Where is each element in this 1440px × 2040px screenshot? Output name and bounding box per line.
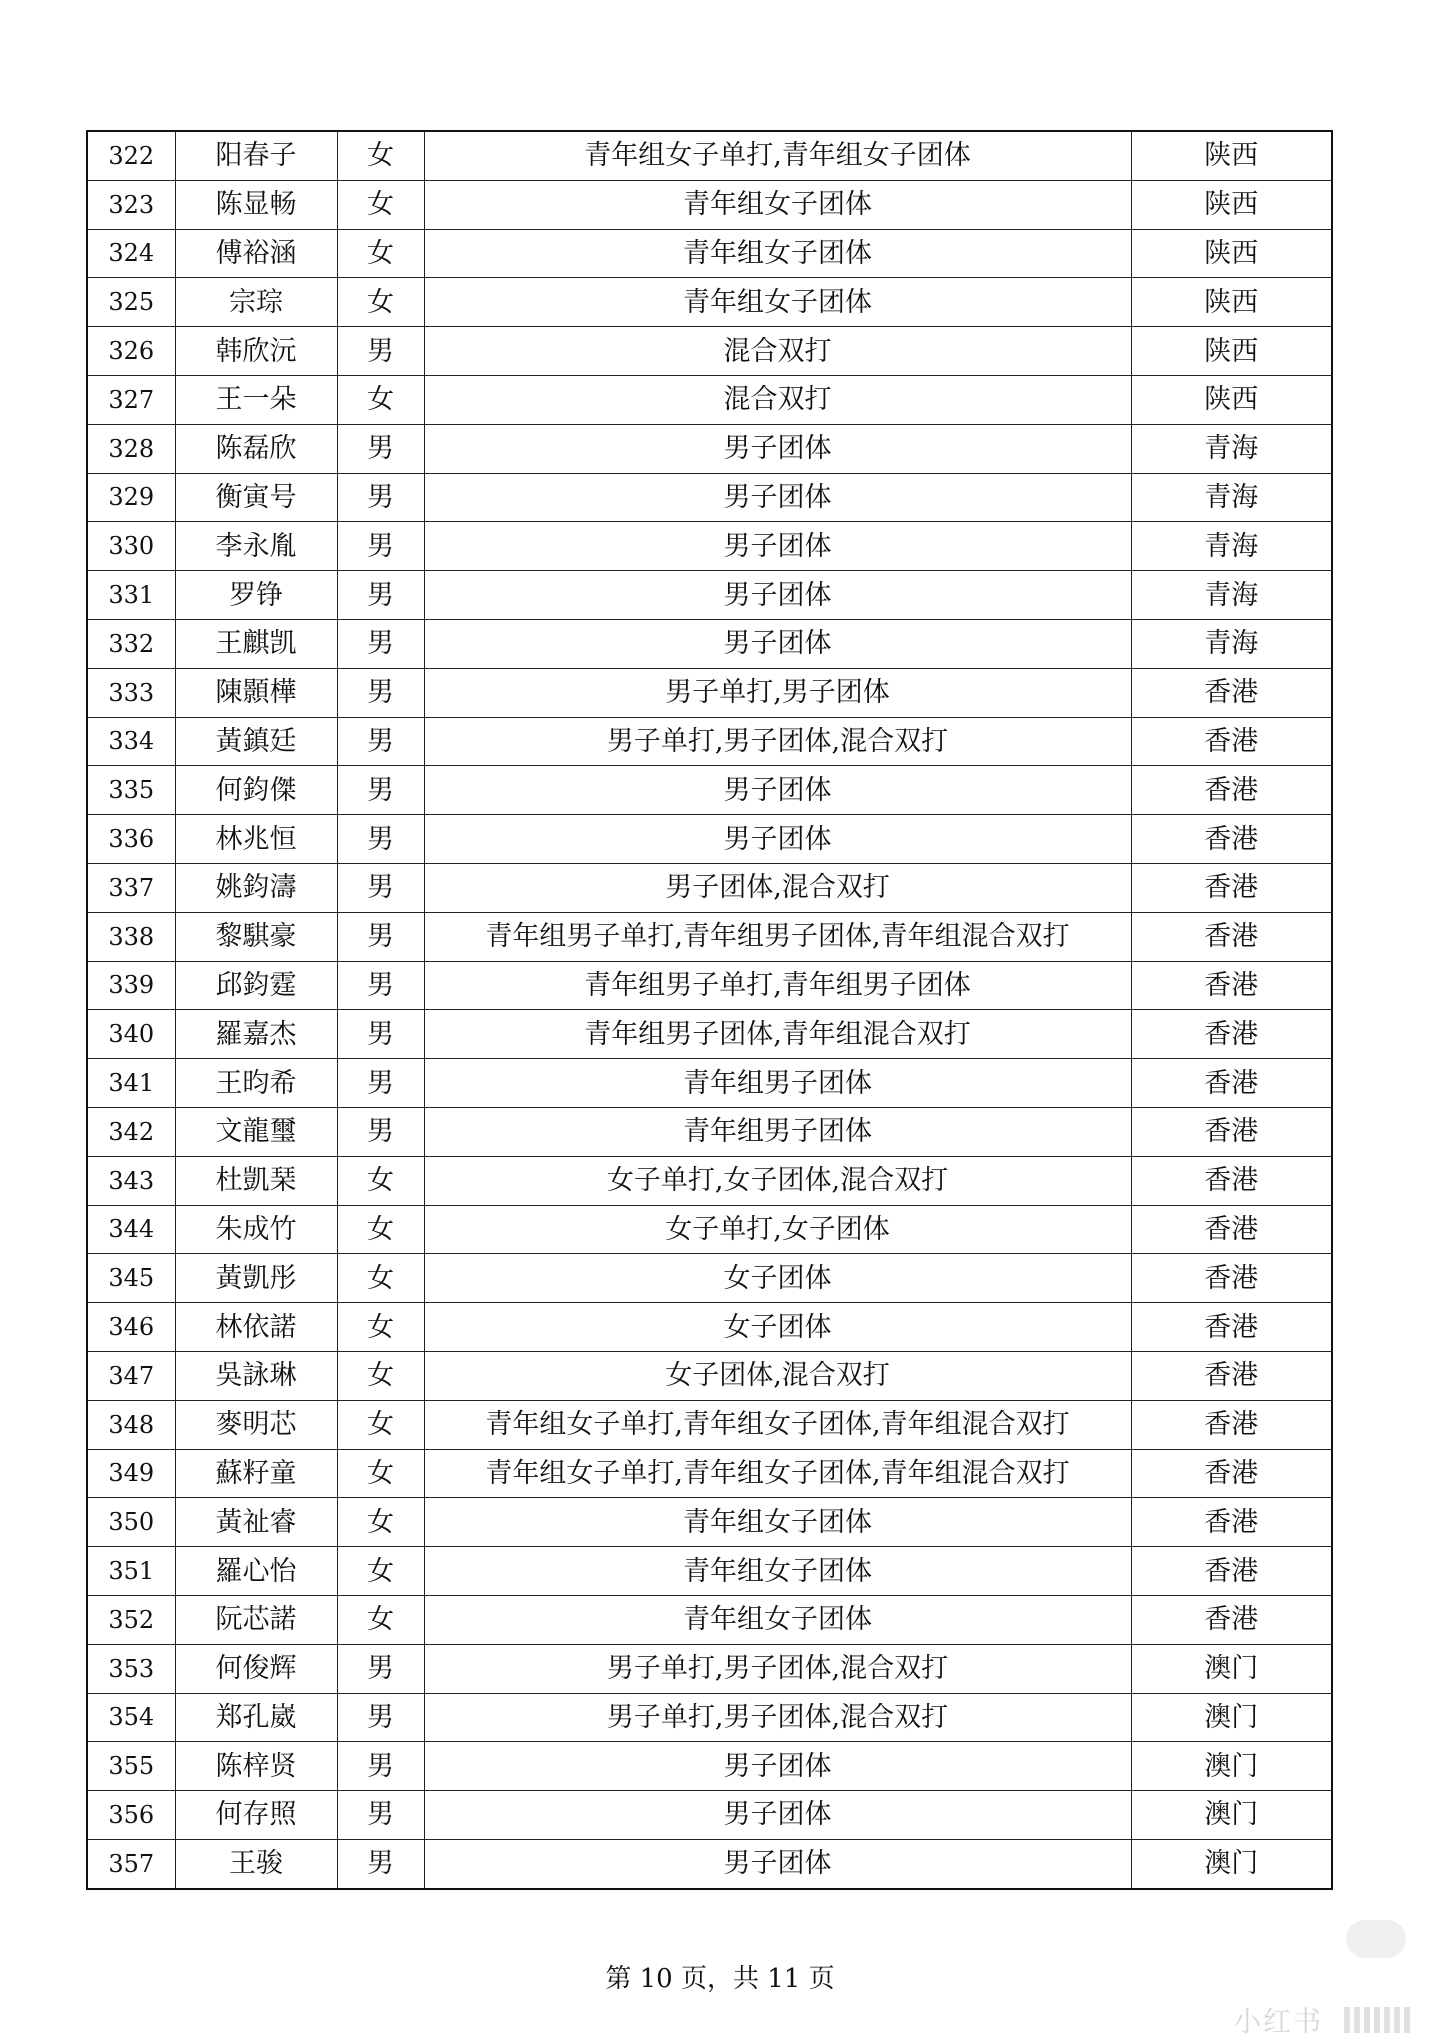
player-events: 男子团体 (424, 522, 1131, 571)
player-region: 香港 (1131, 766, 1332, 815)
row-number: 344 (87, 1205, 175, 1254)
row-number: 326 (87, 327, 175, 376)
player-events: 青年组女子团体 (424, 278, 1131, 327)
row-number: 352 (87, 1595, 175, 1644)
player-gender: 女 (337, 180, 424, 229)
player-region: 香港 (1131, 815, 1332, 864)
table-row (87, 1107, 1332, 1156)
row-number: 330 (87, 522, 175, 571)
player-region: 香港 (1131, 1351, 1332, 1400)
player-name: 黃凱彤 (175, 1254, 337, 1303)
table-row (87, 180, 1332, 229)
player-name: 傅裕涵 (175, 229, 337, 278)
player-gender: 女 (337, 1254, 424, 1303)
table-row (87, 1059, 1332, 1108)
player-name: 林依諾 (175, 1303, 337, 1352)
player-region: 香港 (1131, 1449, 1332, 1498)
player-gender: 女 (337, 1156, 424, 1205)
player-events: 混合双打 (424, 375, 1131, 424)
player-region: 香港 (1131, 1547, 1332, 1596)
player-name: 阳春子 (175, 131, 337, 180)
table-row (87, 912, 1332, 961)
player-gender: 男 (337, 1693, 424, 1742)
player-events: 青年组男子团体,青年组混合双打 (424, 1010, 1131, 1059)
row-number: 348 (87, 1400, 175, 1449)
table-row (87, 278, 1332, 327)
player-events: 男子单打,男子团体 (424, 668, 1131, 717)
player-gender: 女 (337, 1547, 424, 1596)
table-row (87, 473, 1332, 522)
table-row (87, 1498, 1332, 1547)
table-row (87, 1205, 1332, 1254)
player-name: 阮芯諾 (175, 1595, 337, 1644)
player-gender: 男 (337, 424, 424, 473)
player-gender: 男 (337, 1107, 424, 1156)
player-events: 男子团体 (424, 766, 1131, 815)
player-name: 杜凱琹 (175, 1156, 337, 1205)
player-name: 何俊辉 (175, 1644, 337, 1693)
player-events: 女子团体 (424, 1303, 1131, 1352)
row-number: 357 (87, 1839, 175, 1888)
table-row (87, 375, 1332, 424)
row-number: 354 (87, 1693, 175, 1742)
player-region: 香港 (1131, 1595, 1332, 1644)
player-region: 陕西 (1131, 180, 1332, 229)
player-events: 女子团体,混合双打 (424, 1351, 1131, 1400)
player-gender: 女 (337, 1498, 424, 1547)
row-number: 351 (87, 1547, 175, 1596)
player-name: 邱鈞霆 (175, 961, 337, 1010)
player-region: 香港 (1131, 1156, 1332, 1205)
player-region: 青海 (1131, 473, 1332, 522)
row-number: 347 (87, 1351, 175, 1400)
player-gender: 女 (337, 229, 424, 278)
table-row (87, 1839, 1332, 1888)
player-events: 男子团体 (424, 1791, 1131, 1840)
table-row (87, 815, 1332, 864)
table-row (87, 1156, 1332, 1205)
player-gender: 女 (337, 1351, 424, 1400)
table-row (87, 717, 1332, 766)
player-region: 香港 (1131, 1254, 1332, 1303)
table-row (87, 229, 1332, 278)
player-name: 吳詠琳 (175, 1351, 337, 1400)
player-gender: 男 (337, 668, 424, 717)
player-name: 陈显畅 (175, 180, 337, 229)
row-number: 353 (87, 1644, 175, 1693)
row-number: 325 (87, 278, 175, 327)
player-region: 香港 (1131, 912, 1332, 961)
table-row (87, 1644, 1332, 1693)
player-name: 麥明芯 (175, 1400, 337, 1449)
table-row (87, 1351, 1332, 1400)
player-name: 羅嘉杰 (175, 1010, 337, 1059)
player-events: 青年组男子团体 (424, 1107, 1131, 1156)
player-events: 男子团体,混合双打 (424, 863, 1131, 912)
watermark (1233, 2000, 1410, 2040)
table-row (87, 766, 1332, 815)
table-row (87, 668, 1332, 717)
table-row (87, 1547, 1332, 1596)
player-region: 香港 (1131, 961, 1332, 1010)
player-events: 女子团体 (424, 1254, 1131, 1303)
player-name: 衡寅号 (175, 473, 337, 522)
player-gender: 男 (337, 1644, 424, 1693)
player-name: 郑孔崴 (175, 1693, 337, 1742)
player-region: 澳门 (1131, 1644, 1332, 1693)
player-region: 青海 (1131, 522, 1332, 571)
table-row (87, 1742, 1332, 1791)
row-number: 327 (87, 375, 175, 424)
roster-body (87, 131, 1332, 1889)
player-name: 何存照 (175, 1791, 337, 1840)
player-name: 韩欣沅 (175, 327, 337, 376)
player-region: 香港 (1131, 668, 1332, 717)
row-number: 343 (87, 1156, 175, 1205)
page-footer: 第 10 页，共 11 页 (605, 1964, 835, 1994)
player-region: 澳门 (1131, 1742, 1332, 1791)
row-number: 346 (87, 1303, 175, 1352)
player-region: 陕西 (1131, 375, 1332, 424)
table-row (87, 1303, 1332, 1352)
player-region: 香港 (1131, 1059, 1332, 1108)
player-events: 青年组女子单打,青年组女子团体,青年组混合双打 (424, 1400, 1131, 1449)
player-gender: 男 (337, 1839, 424, 1888)
row-number: 323 (87, 180, 175, 229)
player-name: 李永胤 (175, 522, 337, 571)
player-region: 陕西 (1131, 278, 1332, 327)
player-gender: 女 (337, 131, 424, 180)
player-events: 青年组女子团体 (424, 1595, 1131, 1644)
player-events: 男子单打,男子团体,混合双打 (424, 1644, 1131, 1693)
row-number: 324 (87, 229, 175, 278)
table-row (87, 522, 1332, 571)
player-gender: 男 (337, 912, 424, 961)
table-row (87, 1254, 1332, 1303)
row-number: 350 (87, 1498, 175, 1547)
row-number: 329 (87, 473, 175, 522)
player-gender: 男 (337, 1742, 424, 1791)
player-name: 何鈞傑 (175, 766, 337, 815)
player-gender: 男 (337, 522, 424, 571)
player-events: 男子团体 (424, 815, 1131, 864)
table-row (87, 1693, 1332, 1742)
player-name: 王骏 (175, 1839, 337, 1888)
player-name: 林兆恒 (175, 815, 337, 864)
row-number: 340 (87, 1010, 175, 1059)
player-region: 陕西 (1131, 131, 1332, 180)
watermark-badge (1346, 1920, 1406, 1958)
row-number: 336 (87, 815, 175, 864)
player-name: 黃祉睿 (175, 1498, 337, 1547)
player-events: 青年组男子团体 (424, 1059, 1131, 1108)
player-name: 陳顥樺 (175, 668, 337, 717)
player-events: 男子团体 (424, 571, 1131, 620)
player-name: 朱成竹 (175, 1205, 337, 1254)
player-name: 黃鎮廷 (175, 717, 337, 766)
table-row (87, 1400, 1332, 1449)
table-row (87, 1595, 1332, 1644)
row-number: 349 (87, 1449, 175, 1498)
player-gender: 男 (337, 766, 424, 815)
table-row (87, 424, 1332, 473)
player-name: 王麒凯 (175, 619, 337, 668)
row-number: 322 (87, 131, 175, 180)
player-events: 青年组女子单打,青年组女子团体,青年组混合双打 (424, 1449, 1131, 1498)
player-name: 陈磊欣 (175, 424, 337, 473)
player-region: 香港 (1131, 1010, 1332, 1059)
row-number: 339 (87, 961, 175, 1010)
row-number: 345 (87, 1254, 175, 1303)
player-region: 香港 (1131, 1498, 1332, 1547)
player-events: 青年组女子团体 (424, 180, 1131, 229)
player-events: 男子团体 (424, 424, 1131, 473)
player-region: 青海 (1131, 571, 1332, 620)
player-events: 男子单打,男子团体,混合双打 (424, 1693, 1131, 1742)
table-row (87, 1791, 1332, 1840)
table-row (87, 1010, 1332, 1059)
player-gender: 男 (337, 815, 424, 864)
player-gender: 女 (337, 1449, 424, 1498)
player-region: 陕西 (1131, 327, 1332, 376)
player-events: 青年组女子团体 (424, 1547, 1131, 1596)
player-gender: 女 (337, 1595, 424, 1644)
row-number: 332 (87, 619, 175, 668)
player-events: 男子单打,男子团体,混合双打 (424, 717, 1131, 766)
player-name: 姚鈞濤 (175, 863, 337, 912)
player-events: 青年组男子单打,青年组男子团体,青年组混合双打 (424, 912, 1131, 961)
player-gender: 男 (337, 863, 424, 912)
player-events: 男子团体 (424, 1839, 1131, 1888)
player-gender: 男 (337, 717, 424, 766)
row-number: 341 (87, 1059, 175, 1108)
player-events: 男子团体 (424, 619, 1131, 668)
player-region: 香港 (1131, 1205, 1332, 1254)
player-region: 澳门 (1131, 1791, 1332, 1840)
player-name: 蘇籽童 (175, 1449, 337, 1498)
row-number: 337 (87, 863, 175, 912)
player-region: 香港 (1131, 863, 1332, 912)
player-events: 青年组女子单打,青年组女子团体 (424, 131, 1131, 180)
watermark-text: 小红书 (1233, 2005, 1324, 2038)
player-gender: 男 (337, 1010, 424, 1059)
table-row (87, 131, 1332, 180)
player-name: 文龍璽 (175, 1107, 337, 1156)
player-name: 王一朵 (175, 375, 337, 424)
player-events: 青年组女子团体 (424, 229, 1131, 278)
player-events: 男子团体 (424, 1742, 1131, 1791)
player-events: 混合双打 (424, 327, 1131, 376)
player-gender: 男 (337, 473, 424, 522)
player-name: 陈梓贤 (175, 1742, 337, 1791)
player-region: 香港 (1131, 1107, 1332, 1156)
row-number: 331 (87, 571, 175, 620)
player-region: 澳门 (1131, 1839, 1332, 1888)
player-region: 香港 (1131, 1400, 1332, 1449)
player-name: 罗铮 (175, 571, 337, 620)
player-gender: 男 (337, 619, 424, 668)
player-region: 澳门 (1131, 1693, 1332, 1742)
row-number: 334 (87, 717, 175, 766)
player-gender: 女 (337, 1400, 424, 1449)
row-number: 356 (87, 1791, 175, 1840)
table-row (87, 961, 1332, 1010)
player-events: 女子单打,女子团体,混合双打 (424, 1156, 1131, 1205)
player-gender: 女 (337, 375, 424, 424)
player-gender: 男 (337, 961, 424, 1010)
player-region: 青海 (1131, 619, 1332, 668)
player-events: 女子单打,女子团体 (424, 1205, 1131, 1254)
player-region: 青海 (1131, 424, 1332, 473)
roster-table (86, 130, 1333, 1890)
player-gender: 女 (337, 1303, 424, 1352)
player-gender: 男 (337, 1791, 424, 1840)
row-number: 355 (87, 1742, 175, 1791)
player-region: 香港 (1131, 1303, 1332, 1352)
player-gender: 女 (337, 278, 424, 327)
player-gender: 女 (337, 1205, 424, 1254)
player-events: 男子团体 (424, 473, 1131, 522)
table-row (87, 863, 1332, 912)
player-name: 宗琮 (175, 278, 337, 327)
row-number: 338 (87, 912, 175, 961)
player-gender: 男 (337, 571, 424, 620)
row-number: 335 (87, 766, 175, 815)
table-row (87, 1449, 1332, 1498)
player-name: 王昀希 (175, 1059, 337, 1108)
row-number: 328 (87, 424, 175, 473)
row-number: 333 (87, 668, 175, 717)
row-number: 342 (87, 1107, 175, 1156)
watermark-bars-icon (1340, 2007, 1410, 2040)
player-name: 黎騏豪 (175, 912, 337, 961)
player-region: 陕西 (1131, 229, 1332, 278)
player-events: 青年组男子单打,青年组男子团体 (424, 961, 1131, 1010)
player-name: 羅心怡 (175, 1547, 337, 1596)
table-row (87, 571, 1332, 620)
player-events: 青年组女子团体 (424, 1498, 1131, 1547)
table-row (87, 327, 1332, 376)
player-gender: 男 (337, 1059, 424, 1108)
player-region: 香港 (1131, 717, 1332, 766)
player-gender: 男 (337, 327, 424, 376)
table-row (87, 619, 1332, 668)
